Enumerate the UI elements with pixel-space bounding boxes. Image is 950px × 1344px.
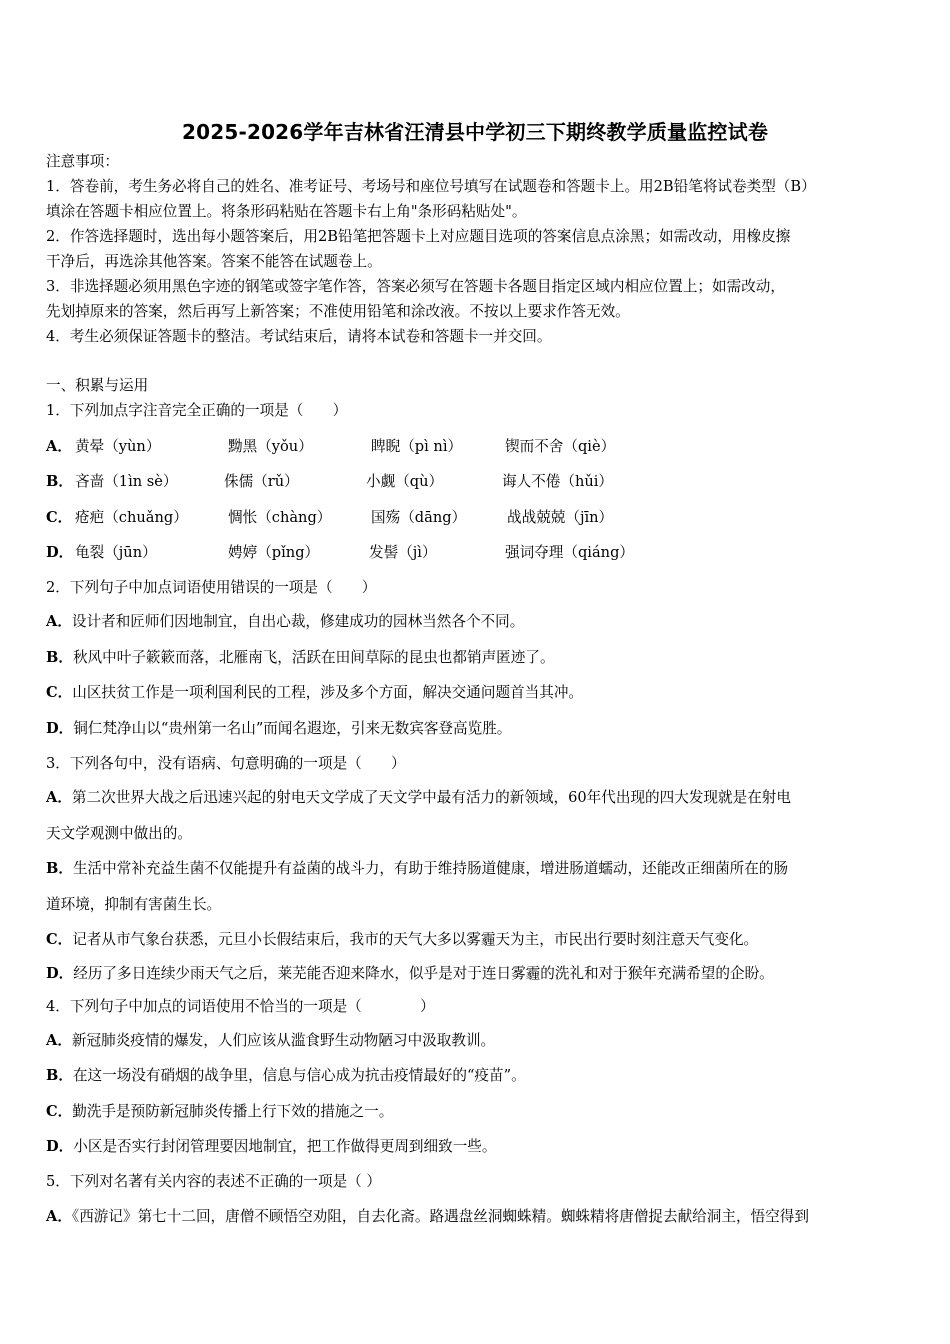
option-label: D． — [46, 965, 74, 982]
question-stem: 3．下列各句中，没有语病、句意明确的一项是（ ） — [46, 755, 406, 772]
section-heading: 一、积累与运用 — [46, 377, 149, 394]
option-item: 吝啬（1ìn sè） — [75, 473, 178, 490]
option-text: 第二次世界大战之后迅速兴起的射电天文学成了天文学中最有活力的新领域，60年代出现的四大发现就是在射电 — [71, 789, 791, 806]
option-text-cont: 道环境，抑制有害菌生长。 — [46, 896, 222, 913]
option-row — [46, 964, 774, 984]
notice-line: 1．答卷前，考生务必将自己的姓名、准考证号、考场号和座位号填写在试题卷和答题卡上。用2B铅笔将试卷类型（B） — [46, 178, 816, 195]
option-row — [46, 859, 788, 879]
option-label: B． — [46, 1067, 73, 1084]
option-text: 勤洗手是预防新冠肺炎传播上行下效的措施之一。 — [72, 1103, 394, 1120]
option-text: 铜仁梵净山以“贵州第一名山”而闻名遐迩，引来无数宾客登高览胜。 — [73, 720, 512, 737]
option-text: 设计者和匠师们因地制宜，自出心裁，修建成功的园林当然各个不同。 — [71, 613, 525, 630]
option-label: B． — [46, 473, 73, 490]
option-label: C． — [46, 1103, 73, 1120]
option-label: C． — [46, 931, 73, 948]
page-title: 2025-2026学年吉林省汪清县中学初三下期终教学质量监控试卷 — [181, 120, 769, 144]
option-label: A． — [46, 789, 72, 806]
option-item: 睥睨（pì nì） — [371, 438, 463, 455]
option-text: 《西游记》第七十二回，唐僧不顾悟空劝阻，自去化斋。路遇盘丝洞蜘蛛精。蜘蛛精将唐僧捉去献给洞主，悟空得到 — [71, 1208, 809, 1225]
option-label: A． — [46, 1208, 72, 1225]
option-item: 诲人不倦（hǔi） — [502, 473, 614, 490]
notice-line: 先划掉原来的答案，然后再写上新答案；不准使用铅笔和涂改液。不按以上要求作答无效。 — [46, 303, 630, 320]
option-label: A． — [46, 1032, 72, 1049]
option-text: 小区是否实行封闭管理要因地制宜，把工作做得更周到细致一些。 — [73, 1138, 497, 1155]
question-stem: 5．下列对名著有关内容的表述不正确的一项是（ ） — [46, 1173, 381, 1190]
option-item: 侏儒（rǔ） — [224, 473, 299, 490]
notice-line: 2．作答选择题时，选出每小题答案后，用2B铅笔把答题卡上对应题目选项的答案信息点涂黑；如需改动，用橡皮擦 — [46, 228, 791, 245]
option-row — [46, 1031, 495, 1051]
option-row — [46, 719, 511, 739]
option-label: C． — [46, 684, 73, 701]
option-label: B． — [46, 649, 73, 666]
option-item: 小觑（qù） — [366, 473, 444, 490]
option-row — [46, 683, 583, 703]
option-text-cont: 天文学观测中做出的。 — [46, 825, 192, 842]
option-row — [46, 788, 791, 808]
option-text: 记者从市气象台获悉，元旦小长假结束后，我市的天气大多以雾霾天为主，市民出行要时刻注意天气变化。 — [72, 931, 759, 948]
option-item: 惆怅（chàng） — [228, 509, 332, 526]
option-text: 在这一场没有硝烟的战争里，信息与信心成为抗击疫情最好的“疫苗”。 — [72, 1067, 526, 1084]
option-text: 山区扶贫工作是一项利国利民的工程，涉及多个方面，解决交通问题首当其冲。 — [72, 684, 584, 701]
option-row — [46, 1066, 526, 1086]
option-row — [46, 612, 524, 632]
option-row — [46, 1102, 393, 1122]
option-row — [46, 1137, 496, 1157]
option-item: 锲而不舍（qiè） — [505, 438, 616, 455]
option-text: 秋风中叶子簌簌而落，北雁南飞，活跃在田间草际的昆虫也都销声匿迹了。 — [72, 649, 555, 666]
option-label: D． — [46, 544, 74, 561]
option-item: 发髻（jì） — [369, 544, 437, 561]
option-item: 娉婷（pǐng） — [228, 544, 320, 561]
option-label: A． — [46, 613, 72, 630]
option-item: 黄晕（yùn） — [75, 438, 161, 455]
option-label: D． — [46, 1138, 74, 1155]
notice-line: 4．考生必须保证答题卡的整洁。考试结束后，请将本试卷和答题卡一并交回。 — [46, 328, 552, 345]
question-stem: 2．下列句子中加点词语使用错误的一项是（ ） — [46, 579, 377, 596]
option-label: C． — [46, 509, 73, 526]
option-label: A． — [46, 438, 72, 455]
notice-line: 3．非选择题必须用黑色字迹的钢笔或签字笔作答，答案必须写在答题卡各题目指定区域内相应位置上；如需改动， — [46, 278, 785, 295]
option-item: 龟裂（jūn） — [75, 544, 157, 561]
question-stem: 4．下列句子中加点的词语使用不恰当的一项是（ ） — [46, 998, 435, 1015]
question-stem: 1．下列加点字注音完全正确的一项是（ ） — [46, 402, 348, 419]
option-row — [46, 930, 758, 950]
option-item: 黝黑（yǒu） — [228, 438, 313, 455]
option-row — [46, 648, 555, 668]
option-label: D． — [46, 720, 74, 737]
option-item: 战战兢兢（jīn） — [507, 509, 614, 526]
option-label: B． — [46, 860, 73, 877]
option-text: 生活中常补充益生菌不仅能提升有益菌的战斗力，有助于维持肠道健康，增进肠道蠕动，还能改正细菌所在的肠 — [72, 860, 789, 877]
notice-line: 干净后，再选涂其他答案。答案不能答在试题卷上。 — [46, 253, 382, 270]
option-text: 新冠肺炎疫情的爆发，人们应该从滥食野生动物陋习中汲取教训。 — [71, 1032, 496, 1049]
option-item: 疮疤（chuǎng） — [75, 509, 188, 526]
option-item: 强词夺理（qiáng） — [505, 544, 635, 561]
option-item: 国殇（dāng） — [371, 509, 467, 526]
notice-heading: 注意事项： — [46, 153, 119, 170]
option-row — [46, 1207, 809, 1227]
option-text: 经历了多日连续少雨天气之后，莱芜能否迎来降水，似乎是对于连日雾霾的洗礼和对于猴年充满希望的企盼。 — [73, 965, 774, 982]
notice-line: 填涂在答题卡相应位置上。将条形码粘贴在答题卡右上角"条形码粘贴处"。 — [46, 203, 527, 220]
